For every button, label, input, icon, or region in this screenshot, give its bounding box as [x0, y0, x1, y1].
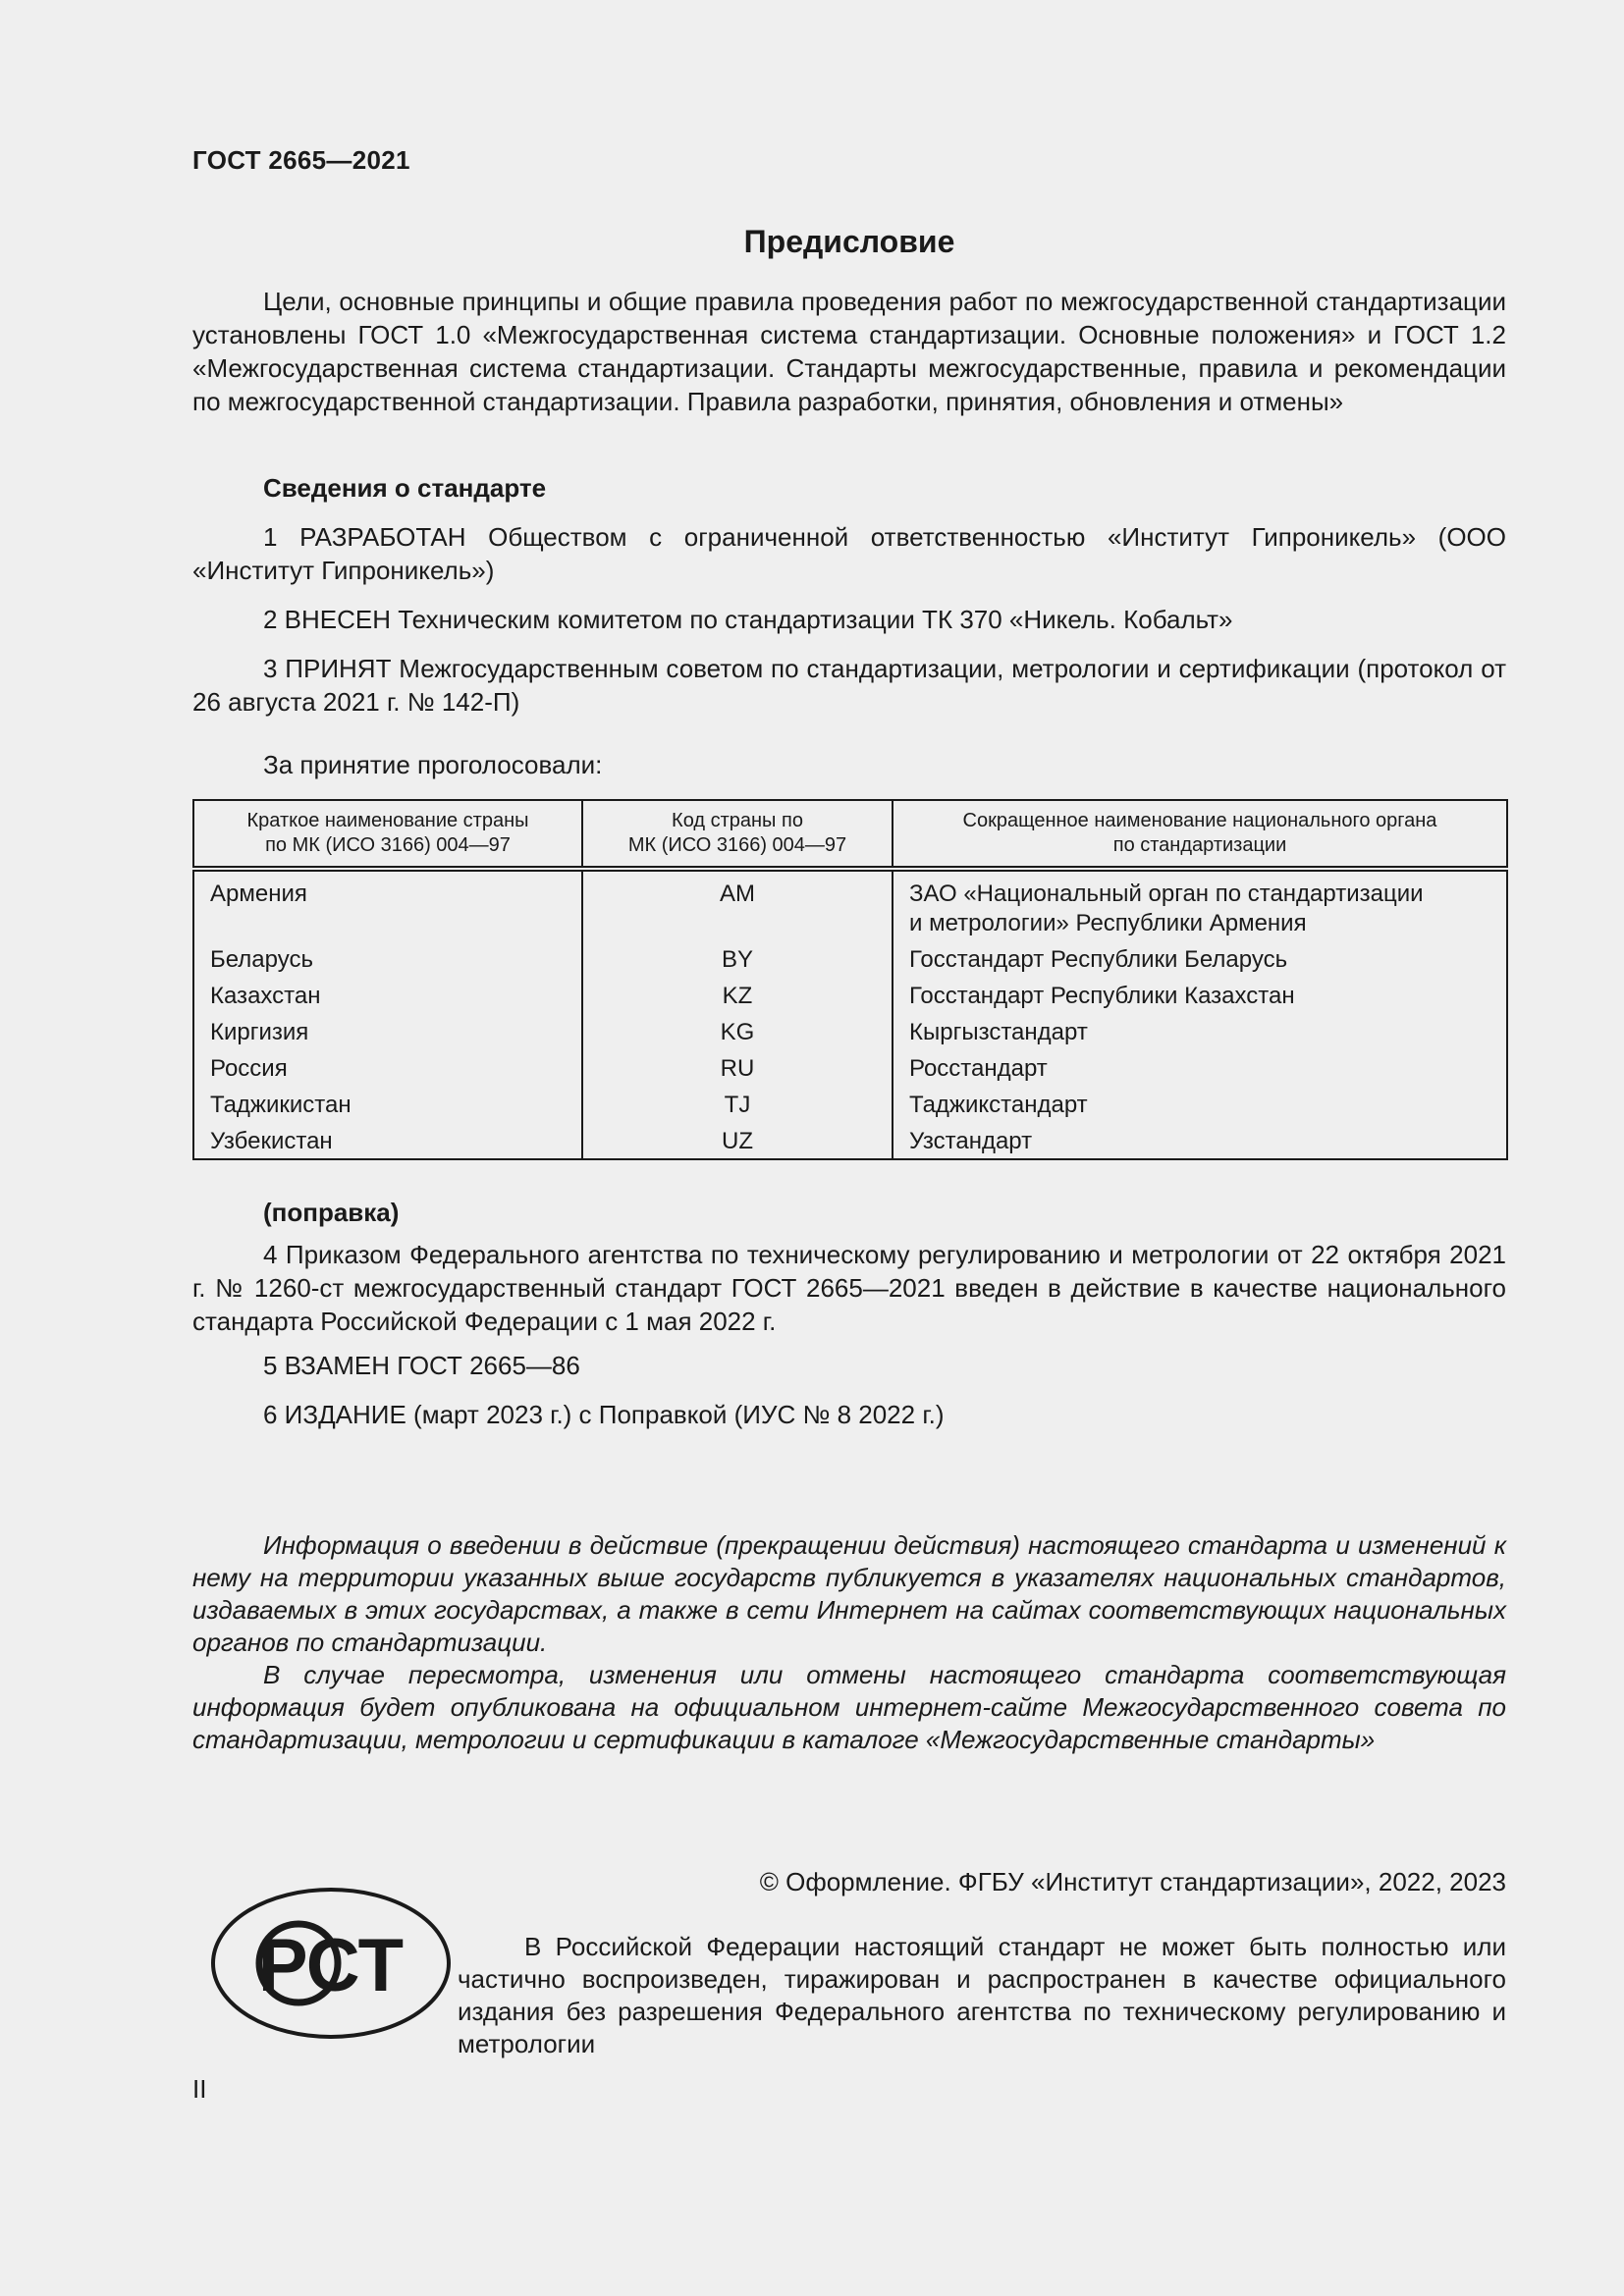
cell-country: Киргизия [193, 1011, 582, 1047]
page-number: II [192, 2074, 207, 2104]
table-header-row [193, 800, 1507, 869]
header-code [582, 800, 893, 869]
cell-body: Росстандарт [893, 1047, 1507, 1084]
copyright-line: © Оформление. ФГБУ «Институт стандартизации», 2022, 2023 [759, 1867, 1506, 1896]
vote-label: За принятие проголосовали: [263, 750, 603, 779]
cell-country: Таджикистан [193, 1084, 582, 1120]
item-adopted: 3 ПРИНЯТ Межгосударственным советом по стандартизации, метрологии и сертификации (протокол от 26 августа 2021 г. № 142-П) [192, 654, 1506, 717]
intro-paragraph: Цели, основные принципы и общие правила проведения работ по межгосударственной стандартизации установлены ГОСТ 1.0 «Межгосударственная система стандартизации. Основные положения» и ГОСТ 1.2 «Межгосударственная система стандартизации. Стандарты межгосударственные, правила и рекомендации по межгосударственной стандартизации. Правила разработки, принятия, обновления и отмены» [192, 287, 1506, 416]
page-title: Предисловие [743, 224, 955, 259]
table-row [193, 1120, 1507, 1159]
voting-table [192, 799, 1508, 1160]
cell-code: UZ [582, 1120, 893, 1159]
cell-country: Узбекистан [193, 1120, 582, 1159]
table-row [193, 975, 1507, 1011]
table-row [193, 1084, 1507, 1120]
document-id: ГОСТ 2665—2021 [192, 145, 410, 175]
header-body-line1: Сокращенное наименование национального органа [962, 810, 1437, 831]
cell-country: Казахстан [193, 975, 582, 1011]
header-body [893, 800, 1507, 869]
cell-country: Россия [193, 1047, 582, 1084]
copyright-notice: В Российской Федерации настоящий стандарт не может быть полностью или частично воспроизведен, тиражирован и распространен в качестве официального издания без разрешения Федерального агентства по техническому регулированию и метрологии [458, 1932, 1506, 2058]
cell-body: Госстандарт Республики Беларусь [893, 938, 1507, 975]
cell-code: RU [582, 1047, 893, 1084]
amendment-heading: (поправка) [263, 1198, 400, 1227]
header-code-line1: Код страны по [672, 810, 803, 831]
cell-code: TJ [582, 1084, 893, 1120]
cell-body [893, 869, 1507, 938]
header-body-line2: по стандартизации [1112, 834, 1287, 856]
cell-code: BY [582, 938, 893, 975]
cell-code: AM [582, 869, 893, 938]
cell-country: Беларусь [193, 938, 582, 975]
table-row [193, 1047, 1507, 1084]
item-replaces: 5 ВЗАМЕН ГОСТ 2665—86 [263, 1351, 580, 1380]
info-note-1: Информация о введении в действие (прекращении действия) настоящего стандарта и изменений к нему на территории указанных выше государств публикуется в указателях национальных стандартов, издаваемых в этих государствах, а также в сети Интернет на сайтах соответствующих национальных органов по стандартизации. [192, 1530, 1506, 1657]
cell-body: Кыргызстандарт [893, 1011, 1507, 1047]
cell-body: Госстандарт Республики Казахстан [893, 975, 1507, 1011]
info-heading: Сведения о стандарте [263, 473, 547, 503]
logo-lettering: РСТ [257, 1924, 405, 2007]
cell-body-line2: и метрологии» Республики Армения [909, 910, 1307, 936]
item-edition: 6 ИЗДАНИЕ (март 2023 г.) с Поправкой (ИУС № 8 2022 г.) [263, 1400, 945, 1429]
header-country-line2: по МК (ИСО 3166) 004—97 [265, 834, 511, 856]
item-enacted: 4 Приказом Федерального агентства по техническому регулированию и метрологии от 22 октября 2021 г. № 1260-ст межгосударственный стандарт ГОСТ 2665—2021 введен в действие в качестве национального стандарта Российской Федерации с 1 мая 2022 г. [192, 1240, 1506, 1336]
cell-code: KZ [582, 975, 893, 1011]
cell-body: Таджикстандарт [893, 1084, 1507, 1120]
info-note-2: В случае пересмотра, изменения или отмены настоящего стандарта соответствующая информация будет опубликована на официальном интернет-сайте Межгосударственного совета по стандартизации, метрологии и сертификации в каталоге «Межгосударственные стандарты» [192, 1660, 1506, 1754]
cell-body-line1: ЗАО «Национальный орган по стандартизации [909, 881, 1424, 907]
rst-certification-logo-icon [208, 1885, 454, 2042]
cell-country: Армения [193, 869, 582, 938]
item-developed: 1 РАЗРАБОТАН Обществом с ограниченной ответственностью «Институт Гипроникель» (ООО «Институт Гипроникель») [192, 522, 1506, 585]
cell-code: KG [582, 1011, 893, 1047]
table-row [193, 869, 1507, 938]
table-row [193, 938, 1507, 975]
item-submitted: 2 ВНЕСЕН Техническим комитетом по стандартизации ТК 370 «Никель. Кобальт» [263, 605, 1233, 634]
header-code-line2: МК (ИСО 3166) 004—97 [627, 834, 847, 856]
table-row [193, 1011, 1507, 1047]
header-country [193, 800, 582, 869]
header-country-line1: Краткое наименование страны [246, 810, 529, 831]
cell-body: Узстандарт [893, 1120, 1507, 1159]
